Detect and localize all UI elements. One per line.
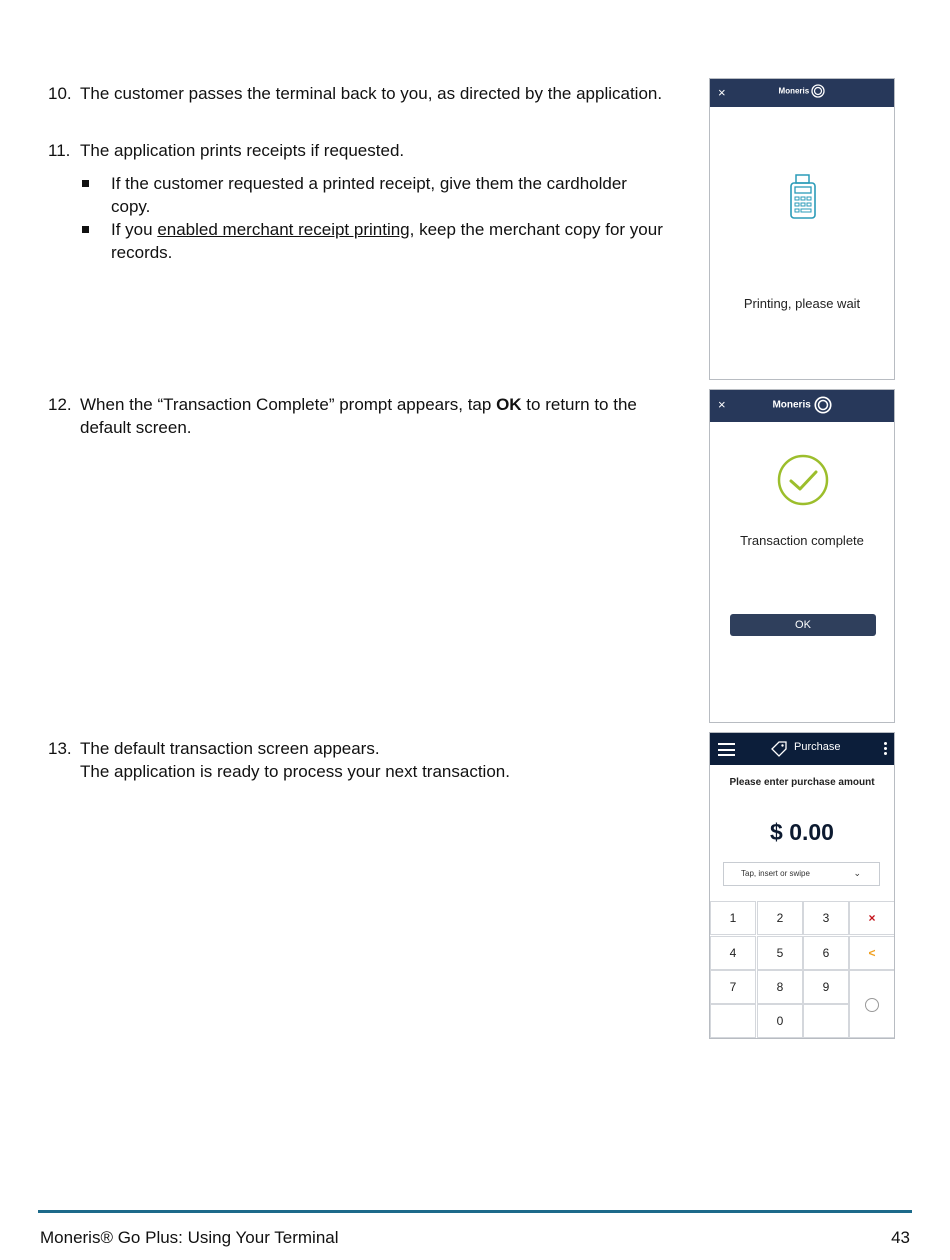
price-tag-icon [770,741,788,757]
moneris-logo [710,84,894,98]
ok-emphasis: OK [496,395,522,414]
card-terminal-icon [789,174,817,220]
step-text: The default transaction screen appears. [80,739,380,758]
key-7[interactable]: 7 [710,970,756,1004]
step-number: 11. [48,141,71,160]
close-icon[interactable]: × [718,85,726,100]
key-6[interactable]: 6 [803,936,849,970]
step-number: 13. [48,739,72,758]
blank-key [803,1004,849,1038]
step-text-post: to return to the default screen. [80,395,637,437]
key-5[interactable]: 5 [757,936,803,970]
bullet-text-post: , keep the merchant copy for your records. [111,220,663,262]
footer-title: Moneris® Go Plus: Using Your Terminal [40,1228,339,1247]
step-10 [48,82,668,105]
entry-mode-value: Tap, insert or swipe [741,869,810,878]
backspace-key[interactable]: < [849,936,895,970]
footer-divider [38,1210,912,1213]
purchase-header [710,733,894,765]
bullet-text-pre: If you [111,220,158,239]
chevron-down-icon: ⌄ [853,868,861,878]
key-9[interactable]: 9 [803,970,849,1004]
key-3[interactable]: 3 [803,901,849,935]
bullet-item [80,218,668,264]
close-icon[interactable]: × [718,397,726,412]
blank-key [710,1004,756,1038]
key-2[interactable]: 2 [757,901,803,935]
printing-message: Printing, please wait [743,296,861,311]
brand-name: Moneris [778,86,810,96]
step-subtext: The application is ready to process your next transaction. [80,762,510,781]
step-13 [48,737,668,783]
step-11 [48,139,668,264]
enter-key[interactable] [849,970,895,1038]
step-text: The application prints receipts if requested. [80,141,405,160]
moneris-swirl-icon [814,396,832,414]
step-number: 12. [48,395,72,414]
screen-title: Purchase [794,741,841,753]
brand-name: Moneris [772,399,811,411]
amount-display: $ 0.00 [770,819,834,845]
key-1[interactable]: 1 [710,901,756,935]
menu-icon[interactable] [718,743,735,756]
key-8[interactable]: 8 [757,970,803,1004]
circle-icon [865,998,879,1012]
moneris-logo [710,396,894,414]
amount-prompt: Please enter purchase amount [729,777,875,788]
transaction-complete-screen [709,389,895,723]
more-options-icon[interactable] [884,742,887,757]
purchase-screen [709,732,895,1039]
key-4[interactable]: 4 [710,936,756,970]
bullet-item [80,172,668,218]
printing-screen [709,78,895,380]
step-12 [48,393,668,439]
screen-header [710,79,894,107]
bullet-text: If the customer requested a printed receipt, give them the cardholder copy. [111,174,627,216]
screen-header [710,390,894,422]
merchant-receipt-link[interactable]: enabled merchant receipt printing [157,220,410,239]
clear-key[interactable]: × [849,901,895,935]
step-number: 10. [48,84,72,103]
checkmark-circle-icon [777,454,829,506]
entry-mode-select[interactable] [723,862,880,886]
ok-button[interactable]: OK [730,614,876,636]
moneris-swirl-icon [811,84,825,98]
key-0[interactable]: 0 [757,1004,803,1038]
step-text [80,393,668,439]
complete-message: Transaction complete [740,533,864,548]
step-text: The customer passes the terminal back to you, as directed by the application. [80,84,663,103]
step-text-pre: When the “Transaction Complete” prompt appears, tap [80,395,497,414]
page-number: 43 [891,1228,910,1247]
bullet-list [80,172,668,264]
